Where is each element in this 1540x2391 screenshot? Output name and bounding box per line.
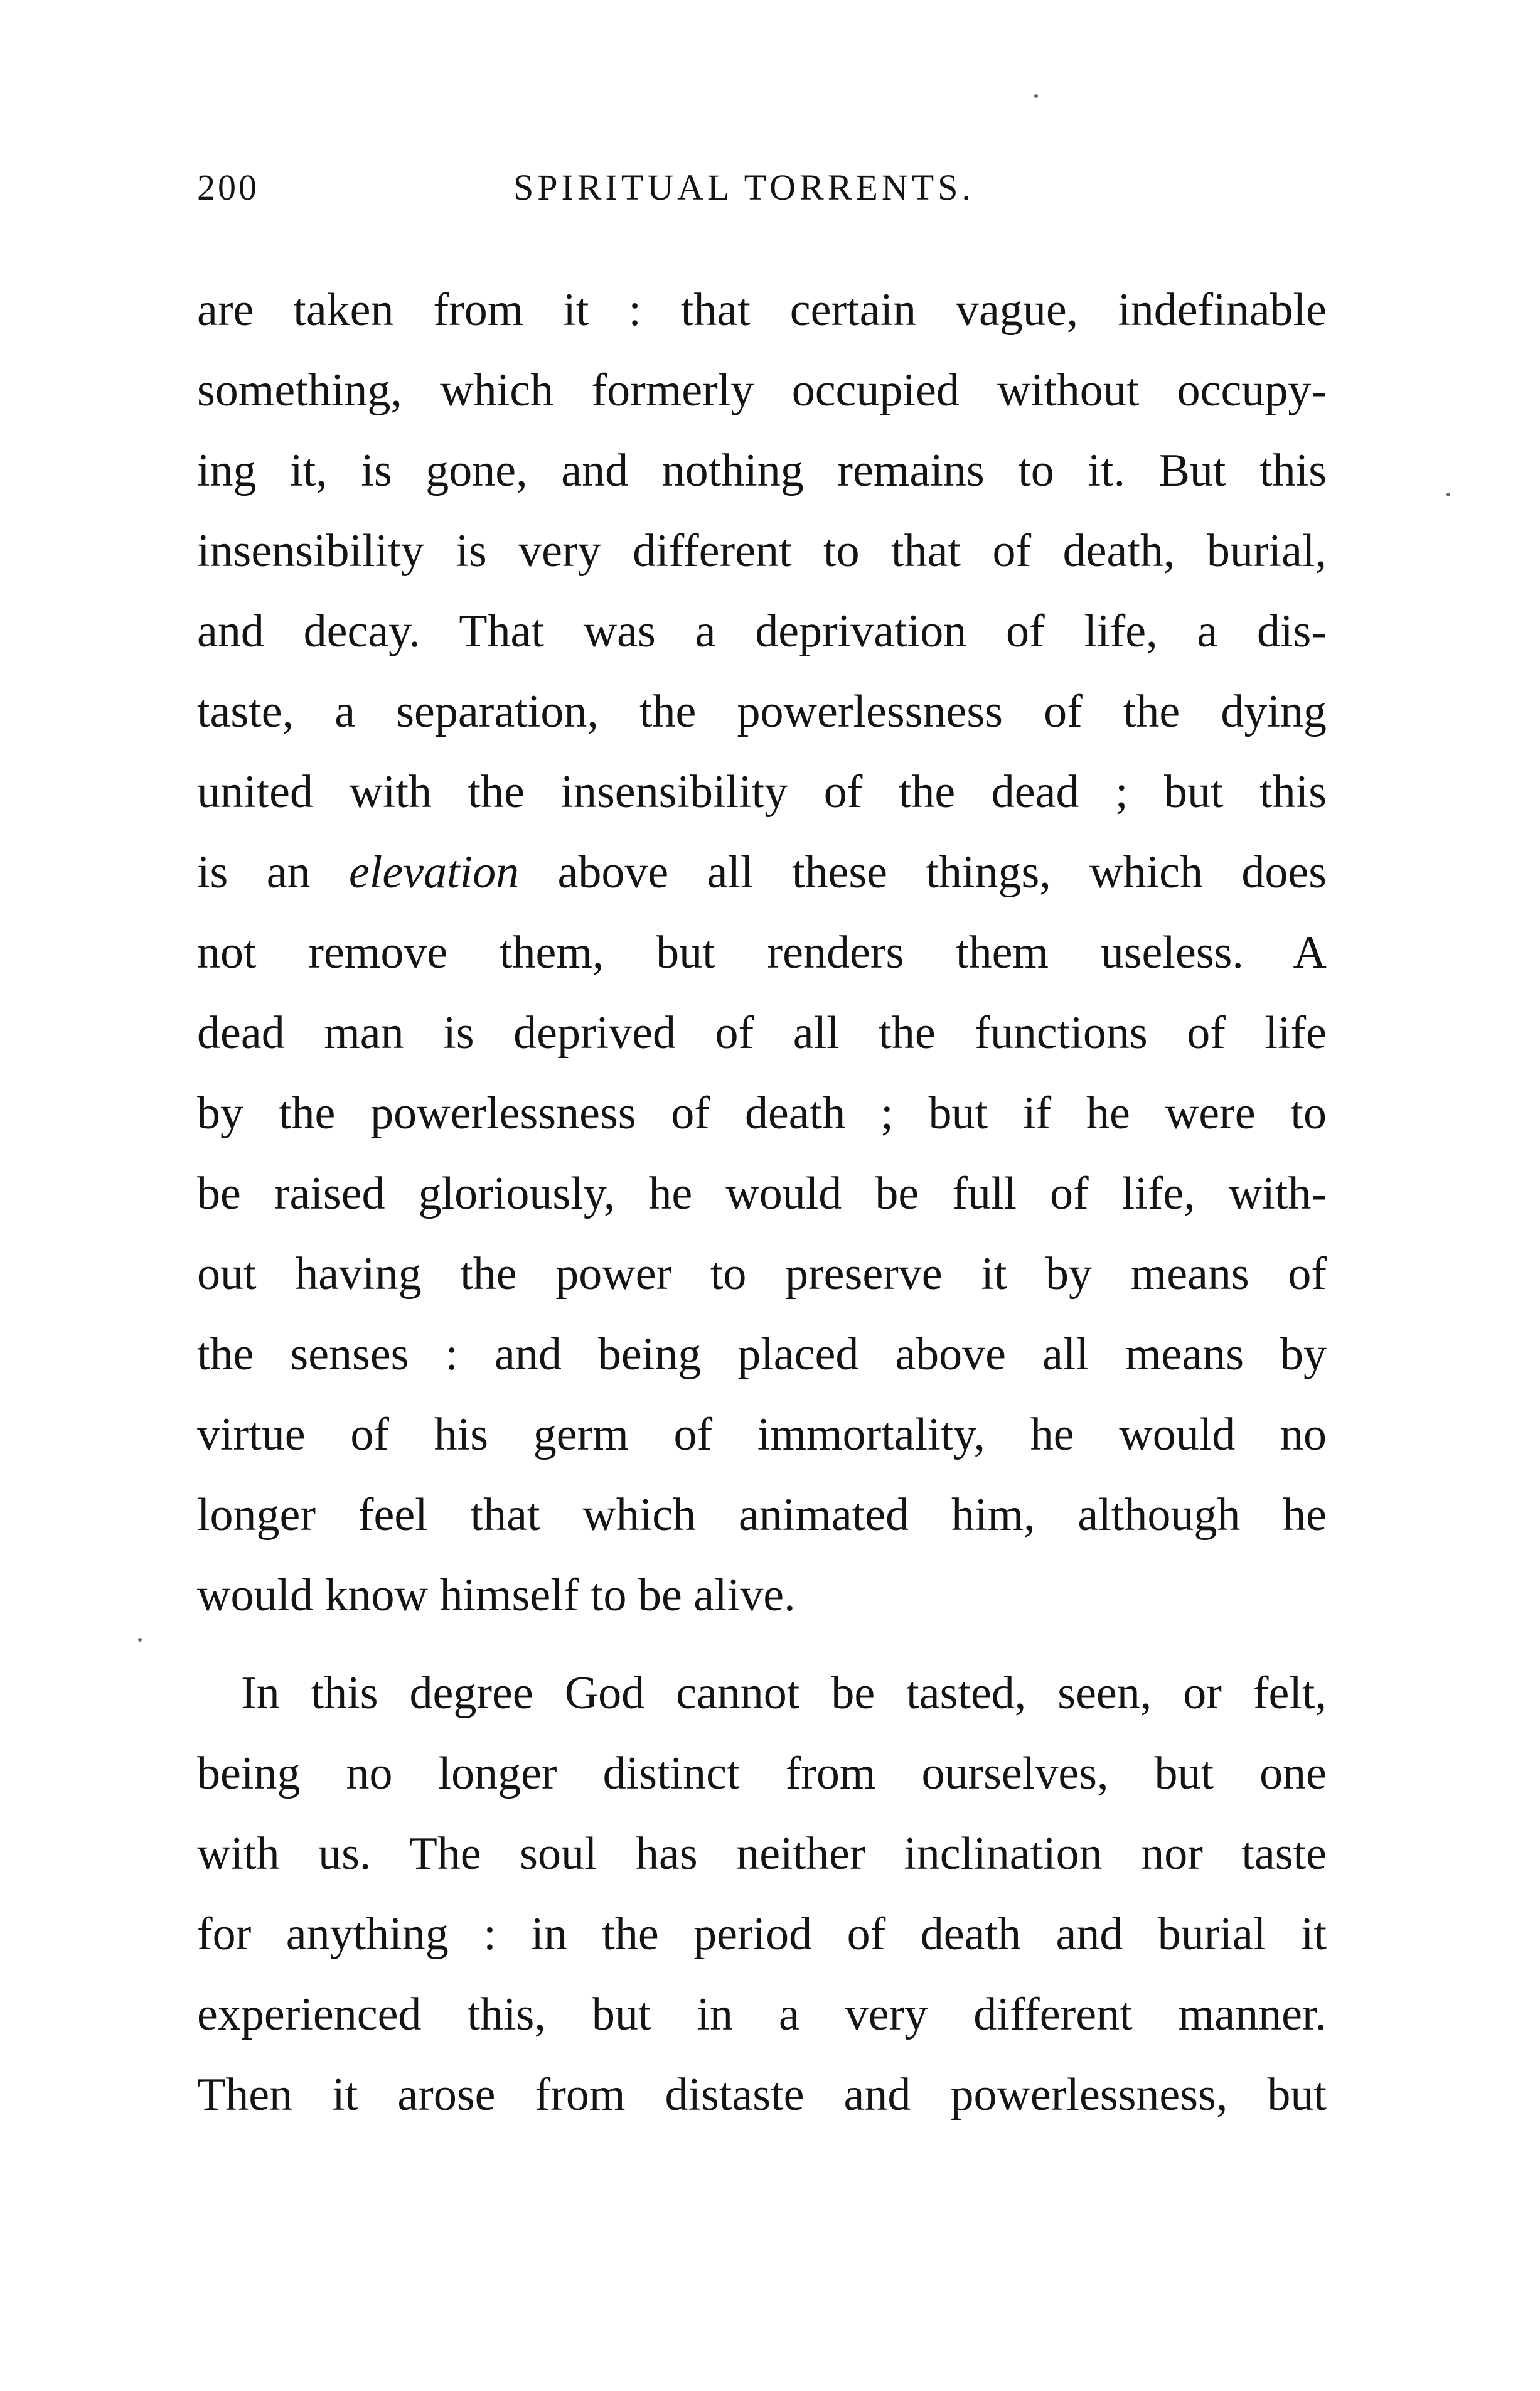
text-line: the senses : and being placed above all means by [197, 1329, 1327, 1380]
body-text [197, 270, 1327, 2135]
text-line: united with the insensibility of the dead ; but this [197, 766, 1327, 818]
text-segment: above all these things, which does [519, 847, 1327, 898]
text-segment: is an [197, 847, 349, 898]
text-line: In this degree God cannot be tasted, seen, or felt, [241, 1667, 1327, 1719]
running-head [197, 166, 1333, 210]
running-title: SPIRITUAL TORRENTS. [513, 167, 975, 208]
text-line: by the powerlessness of death ; but if he were to [197, 1088, 1327, 1139]
text-line: are taken from it : that certain vague, indefinable [197, 284, 1327, 336]
text-line: be raised gloriously, he would be full of life, with- [197, 1168, 1327, 1219]
text-line: would know himself to be alive. [197, 1570, 796, 1621]
page-number: 200 [197, 167, 259, 208]
text-line: Then it arose from distaste and powerlessness, but [197, 2069, 1327, 2121]
text-line: with us. The soul has neither inclination nor taste [197, 1828, 1327, 1880]
text-line: experienced this, but in a very different manner. [197, 1989, 1327, 2040]
text-line: something, which formerly occupied without occupy- [197, 365, 1327, 416]
print-speck [138, 1638, 142, 1642]
text-line: dead man is deprived of all the functions of life [197, 1007, 1327, 1059]
text-line: insensibility is very different to that of death, burial, [197, 525, 1327, 577]
text-line: being no longer distinct from ourselves, but one [197, 1748, 1327, 1799]
text-line: ing it, is gone, and nothing remains to it. But this [197, 445, 1327, 496]
print-speck [1034, 94, 1038, 98]
text-line: not remove them, but renders them useless. A [197, 927, 1327, 978]
text-line: and decay. That was a deprivation of life, a dis- [197, 606, 1327, 657]
text-line: for anything : in the period of death and burial it [197, 1908, 1327, 1960]
text-line [197, 832, 1327, 912]
text-line: virtue of his germ of immortality, he would no [197, 1409, 1327, 1460]
paragraph-gap [197, 1635, 1327, 1653]
text-line: out having the power to preserve it by means of [197, 1248, 1327, 1300]
text-line: longer feel that which animated him, although he [197, 1489, 1327, 1541]
italic-emphasis: elevation [348, 847, 520, 898]
text-line: taste, a separation, the powerlessness of the dying [197, 686, 1327, 737]
print-speck [1446, 493, 1450, 496]
